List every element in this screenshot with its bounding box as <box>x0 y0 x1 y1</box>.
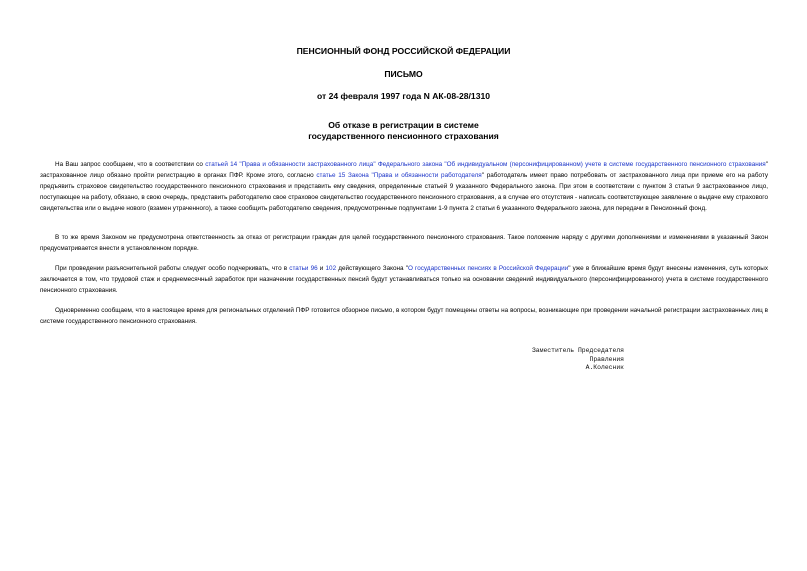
signature-block <box>520 347 624 373</box>
signature-board: Правления <box>589 355 624 363</box>
p1-text-1: На Ваш запрос сообщаем, что в соответствии со <box>55 161 206 168</box>
p1-text-2: " застрахованное лицо обязано пройти регистрацию в органах ПФР. Кроме этого, согласно <box>40 161 768 179</box>
link-article-15[interactable]: статье 15 Закона "Права и обязанности работодателя <box>316 171 482 179</box>
p3-text-4: " уже в ближайшие время будут внесены изменения, суть которых заключается в том, что трудовой стаж и среднемесячный заработок при назначении государственных пенсий будут устанавливаться только на основании сведений индивидуального (персонифицированного) учета в системе государственного пенсионного страхования. <box>40 265 768 294</box>
link-pension-law[interactable]: О государственных пенсиях в Российской Федерации <box>407 265 569 272</box>
paragraph-3 <box>40 264 768 297</box>
document-date-number: от 24 февраля 1997 года N АК-08-28/1310 <box>316 91 491 101</box>
p4-text: Одновременно сообщаем, что в настоящее время для региональных отделений ПФР готовится обзорное письмо, в котором будут помещены ответы на вопросы, возникающие при проведении начальной регистрации застрахованных лиц в системе государственного пенсионного страхования. <box>40 307 768 325</box>
signature-name: А.Колесник <box>585 364 624 372</box>
link-article-14[interactable]: статьей 14 "Права и обязанности застрахованного лица" Федерального закона "Об индивидуальном (персонифицированном) учете в системе государственного пенсионного страхования <box>205 161 766 168</box>
paragraph-1 <box>40 160 768 215</box>
p3-text-2: и <box>317 265 326 272</box>
p3-text-3: действующего Закона " <box>336 265 408 272</box>
link-article-102[interactable]: 102 <box>325 265 337 272</box>
p3-text-1: При проведении разъяснительной работы следует особо подчеркивать, что в <box>55 265 290 272</box>
organization-title: ПЕНСИОННЫЙ ФОНД РОССИЙСКОЙ ФЕДЕРАЦИИ <box>296 46 511 56</box>
paragraph-2 <box>40 233 768 255</box>
paragraph-4 <box>40 306 768 328</box>
document-type: ПИСЬМО <box>384 69 423 79</box>
p1-text-3: " работодатель имеет право потребовать от застрахованного лица при приеме его на работу предъявить страховое свидетельство государственного пенсионного страхования и представить ему сведения, определенные статьей 9 указанного Федерального закона. При этом в соответствии с пунктом 3 статьи 9 застрахованное лицо, поступающее на работу, обязано, в свою очередь, представить работодателю свое страховое свидетельство государственного пенсионного страхования, а в случае его отсутствия - написать соответствующее заявление о выдаче ему страхового свидетельства или о выдаче нового (взамен утраченного), а также сообщить работодателю сведения, предусмотренные подпунктами 1-9 пункта 2 статьи 6 указанного Федерального закона, для передачи в Пенсионный фонд. <box>40 171 768 212</box>
link-article-96[interactable]: статьи 96 <box>289 265 318 272</box>
subject-line-1: Об отказе в регистрации в системе <box>328 120 479 130</box>
subject-line-2: государственного пенсионного страхования <box>308 131 499 141</box>
p2-text: В то же время Законом не предусмотрена ответственность за отказ от регистрации граждан для целей государственного пенсионного страхования. Такое положение наряду с другими дополнениями и изменениями в указанный Закон предусматривается внести в установленном порядке. <box>40 234 768 252</box>
signature-title: Заместитель Председателя <box>531 347 624 354</box>
